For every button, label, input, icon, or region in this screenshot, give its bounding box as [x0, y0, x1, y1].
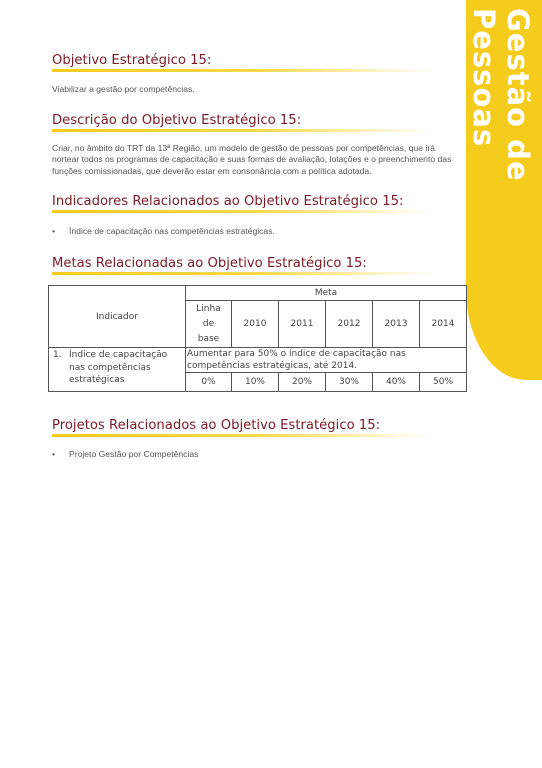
indicator-name: Índice de capacitação nas competências estratégicas: [69, 350, 168, 385]
heading-metas: Metas Relacionadas ao Objetivo Estratégico 15:: [52, 256, 367, 271]
meta-value: 0%: [186, 373, 232, 392]
meta-value: 30%: [326, 373, 373, 392]
heading-underline: [52, 69, 432, 72]
meta-value: 50%: [420, 373, 467, 392]
indicador-list-item: [52, 226, 275, 236]
section-side-title: Gestão de Pessoas: [467, 8, 535, 182]
bullet-icon: •: [52, 226, 56, 236]
descricao-text: Criar, no âmbito do TRT da 13ª Região, um modelo de gestão de pessoas por competências, que irá nortear todos os programas de capacitação e suas formas de avaliação, lotações e o preenchimento das funções comissionadas, que deverão estar em consonância com a política adotada.: [52, 143, 452, 176]
heading-underline: [52, 434, 432, 437]
indicator-cell: [49, 348, 186, 392]
indicador-text: Índice de capacitação nas competências estratégicas.: [69, 226, 275, 236]
heading-underline: [52, 272, 432, 275]
year-header: 2011: [279, 301, 326, 348]
meta-description: Aumentar para 50% o índice de capacitação nas competências estratégicas, até 2014.: [186, 348, 467, 373]
year-header: 2013: [373, 301, 420, 348]
projeto-text: Projeto Gestão por Competências: [69, 449, 199, 459]
indicador-header: Indicador: [49, 286, 186, 348]
meta-value: 20%: [279, 373, 326, 392]
heading-indicadores: Indicadores Relacionados ao Objetivo Estratégico 15:: [52, 194, 404, 209]
heading-underline: [52, 210, 432, 213]
metas-table: [48, 285, 467, 392]
heading-underline: [52, 129, 432, 132]
meta-value: 10%: [232, 373, 279, 392]
row-number: 1.: [53, 350, 62, 360]
meta-value: 40%: [373, 373, 420, 392]
bullet-icon: •: [52, 449, 56, 459]
objetivo-text: Viabilizar a gestão por competências.: [52, 84, 195, 94]
year-header: 2010: [232, 301, 279, 348]
projeto-list-item: [52, 449, 198, 459]
year-header: 2014: [420, 301, 467, 348]
heading-objetivo: Objetivo Estratégico 15:: [52, 53, 212, 68]
heading-projetos: Projetos Relacionados ao Objetivo Estratégico 15:: [52, 418, 381, 433]
year-header: 2012: [326, 301, 373, 348]
meta-header: Meta: [186, 286, 467, 301]
heading-descricao: Descrição do Objetivo Estratégico 15:: [52, 113, 302, 128]
linha-base-header: Linha de base: [186, 301, 232, 348]
